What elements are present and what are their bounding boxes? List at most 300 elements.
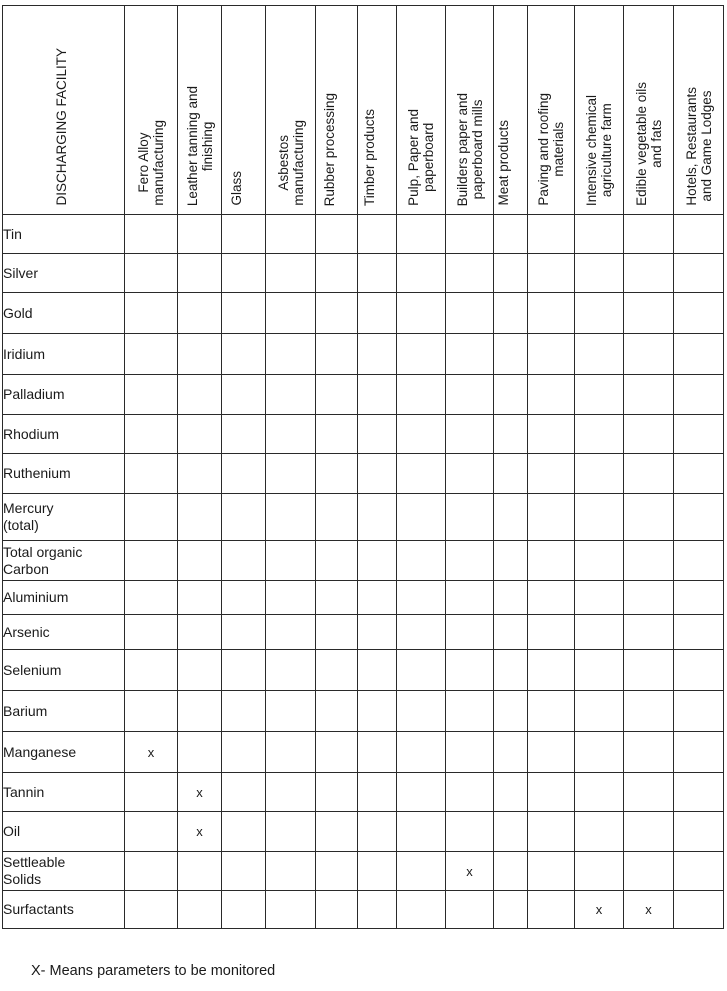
- facility-label: Meat products: [495, 120, 511, 206]
- mark-cell: [222, 812, 266, 852]
- mark-cell: [446, 454, 494, 494]
- header-facility: [358, 6, 397, 215]
- mark-cell: [446, 375, 494, 415]
- header-facility: [674, 6, 724, 215]
- mark-cell: [358, 615, 397, 650]
- mark-cell: [528, 541, 575, 581]
- mark-cell: [125, 773, 178, 812]
- header-facility: [266, 6, 316, 215]
- mark-cell: [674, 541, 724, 581]
- mark-cell: x: [178, 812, 222, 852]
- mark-cell: [125, 454, 178, 494]
- mark-cell: [674, 650, 724, 691]
- mark-cell: [575, 334, 624, 375]
- mark-cell: [674, 293, 724, 334]
- mark-cell: [624, 494, 674, 541]
- mark-cell: [266, 732, 316, 773]
- mark-cell: [528, 334, 575, 375]
- mark-cell: [358, 891, 397, 929]
- mark-cell: [222, 773, 266, 812]
- mark-cell: [358, 691, 397, 732]
- mark-cell: [494, 691, 528, 732]
- mark-cell: [575, 773, 624, 812]
- parameter-cell: Aluminium: [3, 581, 125, 615]
- mark-cell: x: [575, 891, 624, 929]
- mark-cell: [222, 215, 266, 254]
- mark-cell: [178, 691, 222, 732]
- mark-cell: [674, 615, 724, 650]
- table-row: [3, 254, 724, 293]
- table-row: [3, 732, 724, 773]
- parameter-cell: Tannin: [3, 773, 125, 812]
- mark-cell: [674, 254, 724, 293]
- mark-cell: [446, 494, 494, 541]
- table-row: [3, 691, 724, 732]
- parameter-cell: Selenium: [3, 650, 125, 691]
- mark-cell: [397, 812, 446, 852]
- mark-cell: [125, 812, 178, 852]
- mark-cell: [624, 254, 674, 293]
- header-row: [3, 6, 724, 215]
- facility-label: Asbestos manufacturing: [275, 120, 306, 206]
- mark-cell: [397, 691, 446, 732]
- mark-cell: [528, 494, 575, 541]
- mark-cell: [222, 415, 266, 454]
- header-facility: [316, 6, 358, 215]
- mark-cell: [222, 732, 266, 773]
- mark-cell: x: [624, 891, 674, 929]
- mark-cell: [446, 293, 494, 334]
- mark-cell: [575, 293, 624, 334]
- mark-cell: [316, 541, 358, 581]
- mark-cell: [528, 773, 575, 812]
- mark-cell: [624, 215, 674, 254]
- mark-cell: [624, 812, 674, 852]
- mark-cell: [446, 334, 494, 375]
- mark-cell: [674, 415, 724, 454]
- mark-cell: [528, 615, 575, 650]
- mark-cell: [222, 581, 266, 615]
- monitoring-table: [2, 5, 724, 929]
- mark-cell: [575, 454, 624, 494]
- table-row: [3, 215, 724, 254]
- mark-cell: [125, 494, 178, 541]
- mark-cell: [494, 650, 528, 691]
- mark-cell: [397, 541, 446, 581]
- mark-cell: [575, 812, 624, 852]
- mark-cell: [222, 852, 266, 891]
- mark-cell: [316, 691, 358, 732]
- mark-cell: [674, 375, 724, 415]
- mark-cell: [316, 852, 358, 891]
- mark-cell: [358, 254, 397, 293]
- table-row: [3, 494, 724, 541]
- mark-cell: [316, 293, 358, 334]
- mark-cell: [316, 891, 358, 929]
- mark-cell: [528, 891, 575, 929]
- facility-label: Edible vegetable oils and fats: [633, 82, 664, 206]
- mark-cell: [674, 454, 724, 494]
- mark-cell: [125, 691, 178, 732]
- mark-cell: [222, 454, 266, 494]
- mark-cell: [266, 215, 316, 254]
- parameter-cell: Settleable Solids: [3, 852, 125, 891]
- mark-cell: [397, 732, 446, 773]
- mark-cell: [575, 615, 624, 650]
- mark-cell: [178, 454, 222, 494]
- mark-cell: [494, 812, 528, 852]
- mark-cell: [178, 375, 222, 415]
- mark-cell: [178, 494, 222, 541]
- mark-cell: [575, 494, 624, 541]
- mark-cell: [125, 415, 178, 454]
- mark-cell: [397, 773, 446, 812]
- mark-cell: [358, 293, 397, 334]
- mark-cell: [222, 494, 266, 541]
- table-row: [3, 615, 724, 650]
- mark-cell: [624, 732, 674, 773]
- mark-cell: [575, 215, 624, 254]
- mark-cell: [624, 293, 674, 334]
- mark-cell: [494, 334, 528, 375]
- mark-cell: [446, 650, 494, 691]
- parameter-cell: Arsenic: [3, 615, 125, 650]
- mark-cell: [316, 334, 358, 375]
- mark-cell: [222, 541, 266, 581]
- mark-cell: [316, 415, 358, 454]
- mark-cell: [446, 254, 494, 293]
- mark-cell: [266, 773, 316, 812]
- mark-cell: [494, 494, 528, 541]
- facility-label: Glass: [228, 171, 244, 206]
- facility-label: Pulp, Paper and paperboard: [406, 109, 436, 206]
- mark-cell: [125, 650, 178, 691]
- mark-cell: [624, 581, 674, 615]
- parameter-cell: Silver: [3, 254, 125, 293]
- mark-cell: [358, 852, 397, 891]
- parameter-cell: Oil: [3, 812, 125, 852]
- header-facility: [624, 6, 674, 215]
- mark-cell: [316, 615, 358, 650]
- mark-cell: [674, 812, 724, 852]
- mark-cell: [528, 812, 575, 852]
- mark-cell: [178, 732, 222, 773]
- mark-cell: x: [446, 852, 494, 891]
- mark-cell: [222, 375, 266, 415]
- facility-label: Intensive chemical agriculture farm: [584, 94, 614, 206]
- mark-cell: [316, 494, 358, 541]
- mark-cell: [178, 852, 222, 891]
- mark-cell: [178, 541, 222, 581]
- header-facility: [222, 6, 266, 215]
- mark-cell: [316, 650, 358, 691]
- mark-cell: [528, 732, 575, 773]
- table-body: [3, 215, 724, 929]
- parameter-cell: Rhodium: [3, 415, 125, 454]
- mark-cell: [528, 375, 575, 415]
- mark-cell: [125, 615, 178, 650]
- mark-cell: [358, 454, 397, 494]
- mark-cell: [575, 691, 624, 732]
- header-facility: [494, 6, 528, 215]
- mark-cell: [358, 375, 397, 415]
- mark-cell: [266, 650, 316, 691]
- parameter-cell: Barium: [3, 691, 125, 732]
- mark-cell: [178, 215, 222, 254]
- mark-cell: [575, 541, 624, 581]
- mark-cell: [358, 650, 397, 691]
- mark-cell: [397, 293, 446, 334]
- mark-cell: [494, 254, 528, 293]
- mark-cell: [125, 293, 178, 334]
- mark-cell: [575, 732, 624, 773]
- parameter-cell: Manganese: [3, 732, 125, 773]
- mark-cell: [125, 581, 178, 615]
- table-row: [3, 812, 724, 852]
- facility-label: Hotels, Restaurants and Game Lodges: [683, 87, 714, 206]
- mark-cell: [624, 334, 674, 375]
- mark-cell: [494, 852, 528, 891]
- mark-cell: [494, 454, 528, 494]
- header-label: DISCHARGING FACILITY: [53, 48, 69, 206]
- mark-cell: [494, 773, 528, 812]
- table-row: [3, 852, 724, 891]
- parameter-cell: Tin: [3, 215, 125, 254]
- mark-cell: [624, 454, 674, 494]
- mark-cell: [178, 650, 222, 691]
- mark-cell: x: [125, 732, 178, 773]
- mark-cell: [266, 454, 316, 494]
- header-facility: [397, 6, 446, 215]
- mark-cell: [358, 732, 397, 773]
- mark-cell: [358, 541, 397, 581]
- mark-cell: [358, 773, 397, 812]
- table-row: [3, 334, 724, 375]
- mark-cell: [575, 254, 624, 293]
- mark-cell: [397, 215, 446, 254]
- header-facility: [446, 6, 494, 215]
- parameter-cell: Palladium: [3, 375, 125, 415]
- mark-cell: [266, 581, 316, 615]
- mark-cell: [674, 732, 724, 773]
- table-row: [3, 375, 724, 415]
- mark-cell: [358, 581, 397, 615]
- mark-cell: [674, 581, 724, 615]
- mark-cell: [316, 454, 358, 494]
- mark-cell: [624, 773, 674, 812]
- header-facility: [575, 6, 624, 215]
- parameter-cell: Mercury (total): [3, 494, 125, 541]
- mark-cell: [178, 891, 222, 929]
- mark-cell: [266, 691, 316, 732]
- mark-cell: [266, 375, 316, 415]
- mark-cell: [397, 454, 446, 494]
- table-row: [3, 581, 724, 615]
- mark-cell: [316, 254, 358, 293]
- facility-label: Rubber processing: [321, 92, 337, 206]
- mark-cell: [494, 615, 528, 650]
- mark-cell: [575, 415, 624, 454]
- mark-cell: [316, 812, 358, 852]
- mark-cell: [674, 891, 724, 929]
- mark-cell: [266, 615, 316, 650]
- mark-cell: [266, 334, 316, 375]
- mark-cell: [316, 375, 358, 415]
- mark-cell: [575, 852, 624, 891]
- mark-cell: [397, 415, 446, 454]
- mark-cell: [575, 581, 624, 615]
- mark-cell: x: [178, 773, 222, 812]
- header-facility: [528, 6, 575, 215]
- mark-cell: [222, 615, 266, 650]
- parameter-cell: Surfactants: [3, 891, 125, 929]
- mark-cell: [446, 541, 494, 581]
- mark-cell: [222, 334, 266, 375]
- mark-cell: [316, 215, 358, 254]
- parameter-cell: Total organic Carbon: [3, 541, 125, 581]
- mark-cell: [222, 254, 266, 293]
- mark-cell: [125, 891, 178, 929]
- header-facility: [178, 6, 222, 215]
- mark-cell: [494, 415, 528, 454]
- mark-cell: [178, 615, 222, 650]
- mark-cell: [446, 891, 494, 929]
- mark-cell: [494, 375, 528, 415]
- mark-cell: [358, 415, 397, 454]
- mark-cell: [397, 615, 446, 650]
- mark-cell: [528, 581, 575, 615]
- mark-cell: [178, 415, 222, 454]
- mark-cell: [125, 852, 178, 891]
- mark-cell: [266, 293, 316, 334]
- mark-cell: [446, 691, 494, 732]
- mark-cell: [266, 891, 316, 929]
- header-discharging-facility: [3, 6, 125, 215]
- mark-cell: [674, 215, 724, 254]
- mark-cell: [222, 293, 266, 334]
- mark-cell: [528, 852, 575, 891]
- mark-cell: [125, 334, 178, 375]
- mark-cell: [528, 691, 575, 732]
- mark-cell: [178, 334, 222, 375]
- mark-cell: [397, 494, 446, 541]
- mark-cell: [397, 254, 446, 293]
- mark-cell: [494, 541, 528, 581]
- mark-cell: [316, 581, 358, 615]
- mark-cell: [178, 581, 222, 615]
- table-row: [3, 891, 724, 929]
- mark-cell: [624, 852, 674, 891]
- mark-cell: [125, 254, 178, 293]
- mark-cell: [358, 812, 397, 852]
- mark-cell: [446, 773, 494, 812]
- header-facility: [125, 6, 178, 215]
- mark-cell: [624, 415, 674, 454]
- mark-cell: [575, 650, 624, 691]
- mark-cell: [316, 732, 358, 773]
- mark-cell: [575, 375, 624, 415]
- mark-cell: [494, 293, 528, 334]
- mark-cell: [125, 375, 178, 415]
- mark-cell: [358, 494, 397, 541]
- mark-cell: [446, 415, 494, 454]
- mark-cell: [446, 732, 494, 773]
- mark-cell: [528, 454, 575, 494]
- facility-label: Fero Alloy manufacturing: [136, 120, 166, 206]
- table-row: [3, 415, 724, 454]
- table-row: [3, 541, 724, 581]
- mark-cell: [528, 254, 575, 293]
- parameter-cell: Ruthenium: [3, 454, 125, 494]
- mark-cell: [624, 375, 674, 415]
- mark-cell: [446, 581, 494, 615]
- table-row: [3, 650, 724, 691]
- mark-cell: [266, 541, 316, 581]
- mark-cell: [674, 691, 724, 732]
- mark-cell: [316, 773, 358, 812]
- mark-cell: [178, 254, 222, 293]
- parameter-cell: Iridium: [3, 334, 125, 375]
- mark-cell: [528, 415, 575, 454]
- mark-cell: [222, 891, 266, 929]
- table-row: [3, 773, 724, 812]
- mark-cell: [397, 891, 446, 929]
- mark-cell: [397, 650, 446, 691]
- mark-cell: [266, 415, 316, 454]
- mark-cell: [674, 334, 724, 375]
- mark-cell: [222, 691, 266, 732]
- facility-label: Paving and roofing materials: [536, 93, 566, 206]
- facility-label: Leather tanning and finishing: [184, 85, 215, 206]
- mark-cell: [674, 773, 724, 812]
- mark-cell: [266, 254, 316, 293]
- mark-cell: [266, 494, 316, 541]
- mark-cell: [674, 852, 724, 891]
- mark-cell: [178, 293, 222, 334]
- table-row: [3, 454, 724, 494]
- mark-cell: [446, 615, 494, 650]
- facility-label: Builders paper and paperboard mills: [454, 92, 485, 206]
- mark-cell: [528, 650, 575, 691]
- mark-cell: [528, 293, 575, 334]
- mark-cell: [494, 581, 528, 615]
- parameter-cell: Gold: [3, 293, 125, 334]
- mark-cell: [125, 215, 178, 254]
- mark-cell: [494, 891, 528, 929]
- mark-cell: [494, 215, 528, 254]
- mark-cell: [674, 494, 724, 541]
- mark-cell: [358, 215, 397, 254]
- mark-cell: [446, 215, 494, 254]
- mark-cell: [624, 615, 674, 650]
- mark-cell: [358, 334, 397, 375]
- table-row: [3, 293, 724, 334]
- mark-cell: [222, 650, 266, 691]
- legend-note: X- Means parameters to be monitored: [31, 963, 276, 979]
- mark-cell: [397, 375, 446, 415]
- mark-cell: [446, 812, 494, 852]
- mark-cell: [266, 812, 316, 852]
- mark-cell: [266, 852, 316, 891]
- mark-cell: [528, 215, 575, 254]
- mark-cell: [397, 581, 446, 615]
- mark-cell: [624, 650, 674, 691]
- mark-cell: [397, 852, 446, 891]
- mark-cell: [397, 334, 446, 375]
- mark-cell: [125, 541, 178, 581]
- facility-label: Timber products: [362, 108, 377, 206]
- mark-cell: [494, 732, 528, 773]
